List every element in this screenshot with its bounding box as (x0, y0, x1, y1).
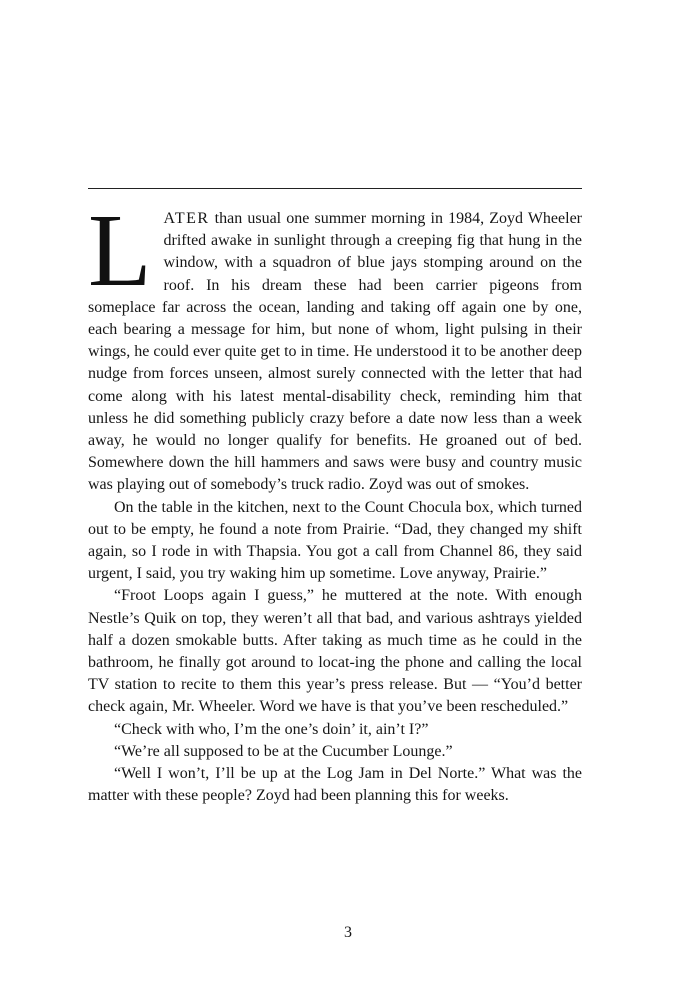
paragraph-2: On the table in the kitchen, next to the Count Chocula box, which turned out to be empty, he found a note from Prairie. “Dad, they changed my shift again, so I rode in with Thapsia. You got a call from Channel 86, they said urgent, I said, you try waking him up sometime. Love anyway, Prairie.” (88, 498, 582, 583)
paragraph-1-text: than usual one summer morning in 1984, Zoyd Wheeler drifted awake in sunlight through a creeping fig that hung in the window, with a squadron of blue jays stomping around on the roof. In his dream these had been carrier pigeons from someplace far across the ocean, landing and taking off again one by one, each bearing a message for him, but none of whom, light pulsing in their wings, he could ever quite get to in time. He understood it to be another deep nudge from forces unseen, almost surely connected with the letter that had come along with his latest mental-disability check, reminding him that unless he did something publicly crazy before a date now less than a week away, he would no longer qualify for benefits. He groaned out of bed. Somewhere down the hill hammers and saws were busy and country music was playing out of somebody’s truck radio. Zoyd was out of smokes. (88, 210, 582, 494)
paragraph-4: “Check with who, I’m the one’s doin’ it, ain’t I?” (114, 720, 429, 738)
paragraph-1 (88, 193, 582, 497)
chapter-rule (88, 188, 582, 189)
paragraph-3: “Froot Loops again I guess,” he muttered at the note. With enough Nestle’s Quik on top, they weren’t all that bad, and various ashtrays yielded half a dozen smokable butts. After taking as much time as he could in the bathroom, he finally got around to locat-ing the phone and calling the local TV station to recite to them this year’s press release. But — “You’d better check again, Mr. Wheeler. Word we have is that you’ve been rescheduled.” (88, 587, 582, 716)
page-number: 3 (344, 924, 352, 941)
opening-small-caps: ATER (163, 210, 210, 227)
paragraph-6: “Well I won’t, I’ll be up at the Log Jam in Del Norte.” What was the matter with these people? Zoyd had been planning this for weeks. (88, 765, 582, 805)
paragraph-5: “We’re all supposed to be at the Cucumber Lounge.” (114, 742, 453, 760)
drop-cap: L (88, 193, 152, 308)
body-text (88, 193, 582, 807)
